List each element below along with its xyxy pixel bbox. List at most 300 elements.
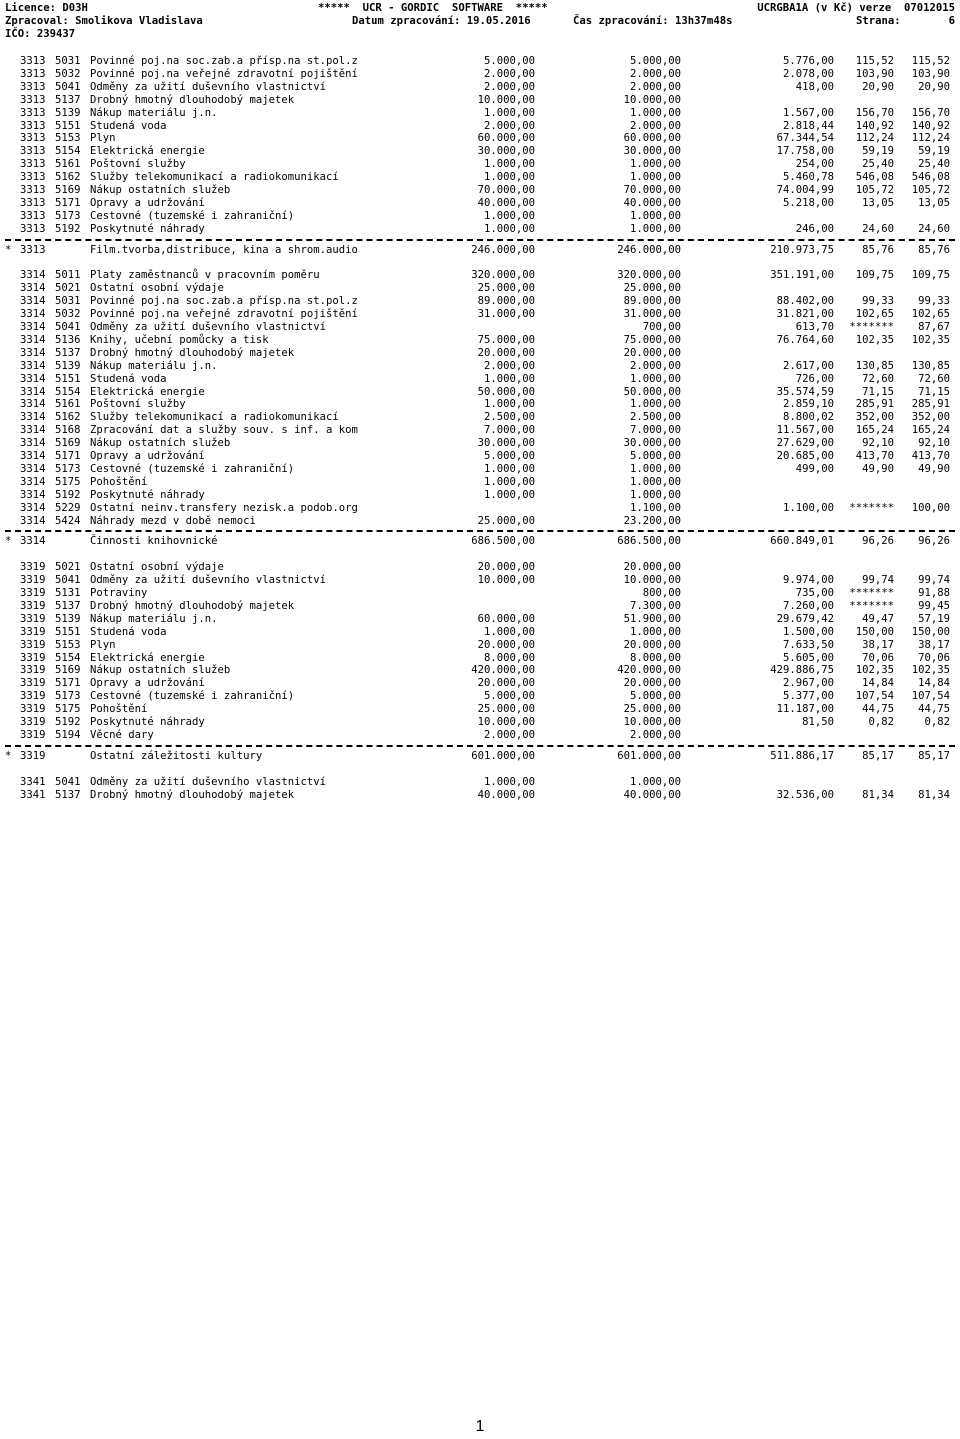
percent-approved: 115,52	[855, 55, 894, 67]
item-description: Ostatní osobní výdaje	[90, 282, 224, 295]
percent-adjusted: 105,72	[911, 184, 950, 196]
percent-approved: 156,70	[855, 106, 894, 119]
item-description: Nákup materiálu j.n.	[90, 612, 218, 625]
percent-approved: 285,91	[855, 398, 894, 411]
approved-budget: 20.000,00	[477, 346, 535, 359]
paragraph-code: 3313	[20, 145, 46, 158]
table-row	[0, 450, 960, 463]
percent-adjusted: 107,54	[911, 690, 950, 703]
table-row	[0, 132, 960, 145]
percent-adjusted: 103,90	[911, 67, 950, 80]
adjusted-budget: 23.200,00	[623, 514, 681, 527]
percent-approved: 352,00	[855, 411, 894, 424]
percent-approved: 140,92	[855, 119, 894, 132]
adjusted-budget: 5.000,00	[629, 55, 681, 67]
paragraph-code: 3314	[20, 295, 46, 308]
adjusted-budget: 50.000,00	[623, 385, 681, 398]
processing-date: Datum zpracování: 19.05.2016	[352, 15, 531, 27]
percent-approved: 72,60	[862, 372, 894, 385]
actual-amount: 511.886,17	[770, 749, 834, 762]
item-code: 5175	[55, 475, 81, 488]
adjusted-budget: 601.000,00	[617, 749, 681, 762]
paragraph-code: 3314	[20, 372, 46, 385]
approved-budget: 10.000,00	[477, 716, 535, 728]
actual-amount: 2.967,00	[782, 677, 834, 690]
percent-adjusted: 96,26	[918, 535, 950, 548]
approved-budget: 10.000,00	[477, 574, 535, 587]
paragraph-code: 3314	[20, 488, 46, 501]
subtotal-description: Činnosti knihovnické	[90, 535, 218, 548]
actual-amount: 11.187,00	[776, 703, 834, 716]
processing-time: Čas zpracování: 13h37m48s	[573, 15, 733, 27]
percent-adjusted: 99,33	[918, 295, 950, 308]
percent-adjusted: 70,06	[918, 651, 950, 664]
actual-amount: 499,00	[795, 462, 834, 475]
percent-adjusted: 102,35	[911, 333, 950, 346]
item-description: Nákup materiálu j.n.	[90, 106, 218, 119]
page-number: 1	[475, 1418, 485, 1435]
percent-approved: 112,24	[855, 132, 894, 145]
subtotal-row	[0, 244, 960, 257]
item-description: Platy zaměstnanců v pracovním poměru	[90, 269, 320, 282]
actual-amount: 67.344,54	[776, 132, 834, 145]
item-description: Služby telekomunikací a radiokomunikací	[90, 171, 339, 184]
approved-budget: 320.000,00	[471, 269, 535, 282]
item-code: 5173	[55, 462, 81, 475]
item-code: 5154	[55, 145, 81, 158]
adjusted-budget: 30.000,00	[623, 145, 681, 158]
approved-budget: 20.000,00	[477, 638, 535, 651]
item-description: Potraviny	[90, 587, 148, 599]
paragraph-code: 3319	[20, 703, 46, 716]
approved-budget: 5.000,00	[483, 450, 535, 462]
percent-approved: *******	[849, 599, 894, 612]
percent-adjusted: 24,60	[918, 222, 950, 235]
percent-adjusted: 156,70	[911, 106, 950, 119]
paragraph-code: 3314	[20, 269, 46, 282]
actual-amount: 5.218,00	[782, 196, 834, 209]
item-description: Odměny za užití duševního vlastnictví	[90, 574, 326, 587]
percent-adjusted: 71,15	[918, 385, 950, 398]
adjusted-budget: 75.000,00	[623, 333, 681, 346]
item-code: 5011	[55, 269, 81, 282]
actual-amount: 74.004,99	[776, 184, 834, 196]
approved-budget: 2.000,00	[483, 359, 535, 372]
table-row	[0, 295, 960, 308]
paragraph-code: 3319	[20, 625, 46, 638]
item-code: 5154	[55, 385, 81, 398]
table-row	[0, 269, 960, 282]
percent-adjusted: 100,00	[911, 501, 950, 514]
item-description: Odměny za užití duševního vlastnictví	[90, 775, 326, 788]
item-description: Drobný hmotný dlouhodobý majetek	[90, 93, 295, 106]
approved-budget: 25.000,00	[477, 514, 535, 527]
adjusted-budget: 1.000,00	[629, 775, 681, 788]
item-code: 5031	[55, 295, 81, 308]
item-code: 5021	[55, 282, 81, 295]
page-counter: 6	[948, 15, 955, 27]
dashed-separator	[5, 745, 955, 747]
actual-amount: 88.402,00	[776, 295, 834, 308]
approved-budget: 1.000,00	[483, 209, 535, 222]
adjusted-budget: 1.000,00	[629, 158, 681, 171]
approved-budget: 30.000,00	[477, 437, 535, 450]
percent-approved: 99,33	[862, 295, 894, 308]
adjusted-budget: 30.000,00	[623, 437, 681, 450]
percent-adjusted: 72,60	[918, 372, 950, 385]
adjusted-budget: 20.000,00	[623, 677, 681, 690]
page-label: Strana:	[856, 15, 901, 27]
percent-adjusted: 25,40	[918, 158, 950, 171]
actual-amount: 246,00	[795, 222, 834, 235]
item-code: 5032	[55, 308, 81, 321]
item-code: 5139	[55, 612, 81, 625]
item-description: Poštovní služby	[90, 398, 186, 411]
item-code: 5031	[55, 55, 81, 67]
approved-budget: 2.000,00	[483, 67, 535, 80]
actual-amount: 1.500,00	[782, 625, 834, 638]
table-row	[0, 120, 960, 133]
item-code: 5137	[55, 788, 81, 801]
approved-budget: 70.000,00	[477, 184, 535, 196]
paragraph-code: 3313	[20, 184, 46, 196]
percent-approved: 49,90	[862, 462, 894, 475]
actual-amount: 9.974,00	[782, 574, 834, 587]
item-code: 5139	[55, 106, 81, 119]
item-description: Opravy a udržování	[90, 450, 205, 462]
adjusted-budget: 10.000,00	[623, 716, 681, 728]
item-description: Drobný hmotný dlouhodobý majetek	[90, 346, 295, 359]
percent-adjusted: 352,00	[911, 411, 950, 424]
actual-amount: 27.629,00	[776, 437, 834, 450]
percent-approved: 130,85	[855, 359, 894, 372]
percent-adjusted: 49,90	[918, 462, 950, 475]
percent-adjusted: 413,70	[911, 450, 950, 462]
item-description: Zpracování dat a služby souv. s inf. a kom	[90, 424, 358, 437]
table-row	[0, 210, 960, 223]
adjusted-budget: 2.000,00	[629, 359, 681, 372]
paragraph-code: 3313	[20, 196, 46, 209]
actual-amount: 5.460,78	[782, 171, 834, 184]
paragraph-code: 3314	[20, 346, 46, 359]
percent-approved: 413,70	[855, 450, 894, 462]
adjusted-budget: 246.000,00	[617, 243, 681, 256]
table-row	[0, 515, 960, 528]
actual-amount: 418,00	[795, 80, 834, 93]
actual-amount: 254,00	[795, 158, 834, 171]
percent-approved: 81,34	[862, 788, 894, 801]
adjusted-budget: 40.000,00	[623, 196, 681, 209]
percent-adjusted: 91,88	[918, 587, 950, 599]
paragraph-code: 3314	[20, 359, 46, 372]
table-row	[0, 94, 960, 107]
actual-amount: 5.605,00	[782, 651, 834, 664]
percent-adjusted: 0,82	[924, 716, 950, 728]
percent-approved: 85,17	[862, 749, 894, 762]
approved-budget: 1.000,00	[483, 158, 535, 171]
item-description: Poskytnuté náhrady	[90, 716, 205, 728]
adjusted-budget: 5.000,00	[629, 450, 681, 462]
item-code: 5192	[55, 716, 81, 728]
item-description: Nákup materiálu j.n.	[90, 359, 218, 372]
subtotal-code: 3319	[20, 749, 46, 762]
table-row	[0, 729, 960, 742]
subtotal-row	[0, 535, 960, 548]
paragraph-code: 3314	[20, 385, 46, 398]
percent-approved: 150,00	[855, 625, 894, 638]
table-row	[0, 347, 960, 360]
approved-budget: 20.000,00	[477, 561, 535, 574]
adjusted-budget: 2.500,00	[629, 411, 681, 424]
table-row	[0, 776, 960, 789]
actual-amount: 29.679,42	[776, 612, 834, 625]
approved-budget: 25.000,00	[477, 282, 535, 295]
actual-amount: 35.574,59	[776, 385, 834, 398]
adjusted-budget: 1.000,00	[629, 462, 681, 475]
table-row	[0, 677, 960, 690]
table-row	[0, 613, 960, 626]
item-description: Nákup ostatních služeb	[90, 437, 231, 450]
adjusted-budget: 2.000,00	[629, 119, 681, 132]
percent-approved: 25,40	[862, 158, 894, 171]
item-description: Plyn	[90, 638, 116, 651]
actual-amount: 351.191,00	[770, 269, 834, 282]
approved-budget: 60.000,00	[477, 132, 535, 145]
table-row	[0, 411, 960, 424]
approved-budget: 5.000,00	[483, 690, 535, 703]
item-code: 5161	[55, 398, 81, 411]
adjusted-budget: 25.000,00	[623, 703, 681, 716]
item-code: 5229	[55, 501, 81, 514]
paragraph-code: 3319	[20, 677, 46, 690]
percent-approved: 44,75	[862, 703, 894, 716]
percent-approved: 102,65	[855, 308, 894, 321]
approved-budget: 50.000,00	[477, 385, 535, 398]
item-description: Knihy, učební pomůcky a tisk	[90, 333, 269, 346]
percent-approved: 99,74	[862, 574, 894, 587]
adjusted-budget: 8.000,00	[629, 651, 681, 664]
adjusted-budget: 700,00	[642, 321, 681, 333]
percent-adjusted: 165,24	[911, 424, 950, 437]
percent-approved: 14,84	[862, 677, 894, 690]
paragraph-code: 3313	[20, 222, 46, 235]
actual-amount: 32.536,00	[776, 788, 834, 801]
percent-approved: 102,35	[855, 333, 894, 346]
item-code: 5173	[55, 690, 81, 703]
actual-amount: 1.100,00	[782, 501, 834, 514]
percent-approved: 102,35	[855, 664, 894, 677]
approved-budget: 1.000,00	[483, 222, 535, 235]
item-code: 5153	[55, 638, 81, 651]
actual-amount: 5.377,00	[782, 690, 834, 703]
paragraph-code: 3319	[20, 638, 46, 651]
percent-adjusted: 14,84	[918, 677, 950, 690]
percent-adjusted: 57,19	[918, 612, 950, 625]
percent-approved: 85,76	[862, 243, 894, 256]
item-description: Studená voda	[90, 625, 167, 638]
actual-amount: 735,00	[795, 587, 834, 599]
percent-adjusted: 546,08	[911, 171, 950, 184]
item-description: Studená voda	[90, 372, 167, 385]
subtotal-code: 3313	[20, 243, 46, 256]
table-row	[0, 502, 960, 515]
approved-budget: 89.000,00	[477, 295, 535, 308]
table-row	[0, 171, 960, 184]
item-description: Poskytnuté náhrady	[90, 222, 205, 235]
approved-budget: 10.000,00	[477, 93, 535, 106]
percent-adjusted: 140,92	[911, 119, 950, 132]
paragraph-code: 3319	[20, 716, 46, 728]
paragraph-code: 3313	[20, 209, 46, 222]
percent-approved: 38,17	[862, 638, 894, 651]
actual-amount: 7.260,00	[782, 599, 834, 612]
approved-budget: 20.000,00	[477, 677, 535, 690]
actual-amount: 210.973,75	[770, 243, 834, 256]
approved-budget: 1.000,00	[483, 398, 535, 411]
item-description: Nákup ostatních služeb	[90, 184, 231, 196]
processor-label: Zpracoval: Smolikova Vladislava	[5, 15, 203, 27]
item-description: Ostatní neinv.transfery nezisk.a podob.org	[90, 501, 358, 514]
approved-budget: 40.000,00	[477, 788, 535, 801]
percent-approved: 546,08	[855, 171, 894, 184]
item-code: 5171	[55, 196, 81, 209]
report-version: UCRGBA1A (v Kč) verze 07012015	[757, 2, 955, 14]
paragraph-code: 3341	[20, 788, 46, 801]
table-row	[0, 574, 960, 587]
percent-adjusted: 87,67	[918, 321, 950, 333]
item-code: 5021	[55, 561, 81, 574]
adjusted-budget: 1.000,00	[629, 171, 681, 184]
approved-budget: 1.000,00	[483, 462, 535, 475]
actual-amount: 76.764,60	[776, 333, 834, 346]
adjusted-budget: 20.000,00	[623, 346, 681, 359]
item-code: 5041	[55, 80, 81, 93]
actual-amount: 31.821,00	[776, 308, 834, 321]
approved-budget: 1.000,00	[483, 625, 535, 638]
adjusted-budget: 31.000,00	[623, 308, 681, 321]
dashed-separator	[5, 530, 955, 532]
item-code: 5192	[55, 488, 81, 501]
table-row	[0, 398, 960, 411]
paragraph-code: 3319	[20, 651, 46, 664]
item-description: Věcné dary	[90, 728, 154, 741]
percent-adjusted: 115,52	[911, 55, 950, 67]
percent-approved: 165,24	[855, 424, 894, 437]
item-code: 5136	[55, 333, 81, 346]
item-code: 5171	[55, 450, 81, 462]
item-description: Elektrická energie	[90, 145, 205, 158]
paragraph-code: 3319	[20, 612, 46, 625]
table-row	[0, 223, 960, 236]
item-code: 5162	[55, 411, 81, 424]
table-row	[0, 789, 960, 802]
percent-approved: 20,90	[862, 80, 894, 93]
paragraph-code: 3314	[20, 462, 46, 475]
item-code: 5153	[55, 132, 81, 145]
adjusted-budget: 1.000,00	[629, 625, 681, 638]
paragraph-code: 3314	[20, 437, 46, 450]
adjusted-budget: 1.000,00	[629, 398, 681, 411]
table-row	[0, 386, 960, 399]
actual-amount: 429.886,75	[770, 664, 834, 677]
item-code: 5151	[55, 372, 81, 385]
actual-amount: 660.849,01	[770, 535, 834, 548]
table-row	[0, 600, 960, 613]
table-row	[0, 489, 960, 502]
item-description: Povinné poj.na soc.zab.a přísp.na st.pol.z	[90, 295, 358, 308]
adjusted-budget: 10.000,00	[623, 93, 681, 106]
approved-budget: 1.000,00	[483, 171, 535, 184]
percent-adjusted: 85,76	[918, 243, 950, 256]
software-banner: ***** UCR - GORDIC SOFTWARE *****	[318, 2, 548, 14]
percent-adjusted: 130,85	[911, 359, 950, 372]
approved-budget: 601.000,00	[471, 749, 535, 762]
actual-amount: 11.567,00	[776, 424, 834, 437]
table-row	[0, 652, 960, 665]
actual-amount: 17.758,00	[776, 145, 834, 158]
percent-approved: 49,47	[862, 612, 894, 625]
percent-approved: *******	[849, 501, 894, 514]
subtotal-description: Film.tvorba,distribuce, kina a shrom.audio	[90, 243, 358, 256]
approved-budget: 2.500,00	[483, 411, 535, 424]
item-code: 5169	[55, 437, 81, 450]
approved-budget: 25.000,00	[477, 703, 535, 716]
table-row	[0, 639, 960, 652]
approved-budget: 75.000,00	[477, 333, 535, 346]
item-code: 5161	[55, 158, 81, 171]
adjusted-budget: 20.000,00	[623, 638, 681, 651]
table-row	[0, 145, 960, 158]
percent-approved: 107,54	[855, 690, 894, 703]
paragraph-code: 3319	[20, 728, 46, 741]
item-description: Drobný hmotný dlouhodobý majetek	[90, 599, 295, 612]
approved-budget: 1.000,00	[483, 106, 535, 119]
paragraph-code: 3313	[20, 93, 46, 106]
approved-budget: 30.000,00	[477, 145, 535, 158]
item-description: Cestovné (tuzemské i zahraniční)	[90, 462, 295, 475]
table-row	[0, 334, 960, 347]
table-row	[0, 282, 960, 295]
actual-amount: 81,50	[802, 716, 834, 728]
percent-adjusted: 81,34	[918, 788, 950, 801]
item-code: 5139	[55, 359, 81, 372]
percent-approved: 71,15	[862, 385, 894, 398]
table-row	[0, 360, 960, 373]
table-row	[0, 716, 960, 729]
item-description: Elektrická energie	[90, 385, 205, 398]
table-row	[0, 703, 960, 716]
subtotal-marker: *	[5, 749, 12, 762]
percent-approved: 13,05	[862, 196, 894, 209]
paragraph-code: 3319	[20, 690, 46, 703]
adjusted-budget: 320.000,00	[617, 269, 681, 282]
actual-amount: 5.776,00	[782, 55, 834, 67]
paragraph-code: 3319	[20, 561, 46, 574]
actual-amount: 7.633,50	[782, 638, 834, 651]
paragraph-code: 3319	[20, 664, 46, 677]
item-description: Povinné poj.na veřejné zdravotní pojištění	[90, 308, 358, 321]
actual-amount: 8.800,02	[782, 411, 834, 424]
approved-budget: 1.000,00	[483, 475, 535, 488]
item-description: Opravy a udržování	[90, 677, 205, 690]
adjusted-budget: 2.000,00	[629, 80, 681, 93]
percent-approved: 103,90	[855, 67, 894, 80]
paragraph-code: 3313	[20, 55, 46, 67]
table-row	[0, 107, 960, 120]
paragraph-code: 3314	[20, 321, 46, 333]
percent-adjusted: 99,74	[918, 574, 950, 587]
actual-amount: 1.567,00	[782, 106, 834, 119]
